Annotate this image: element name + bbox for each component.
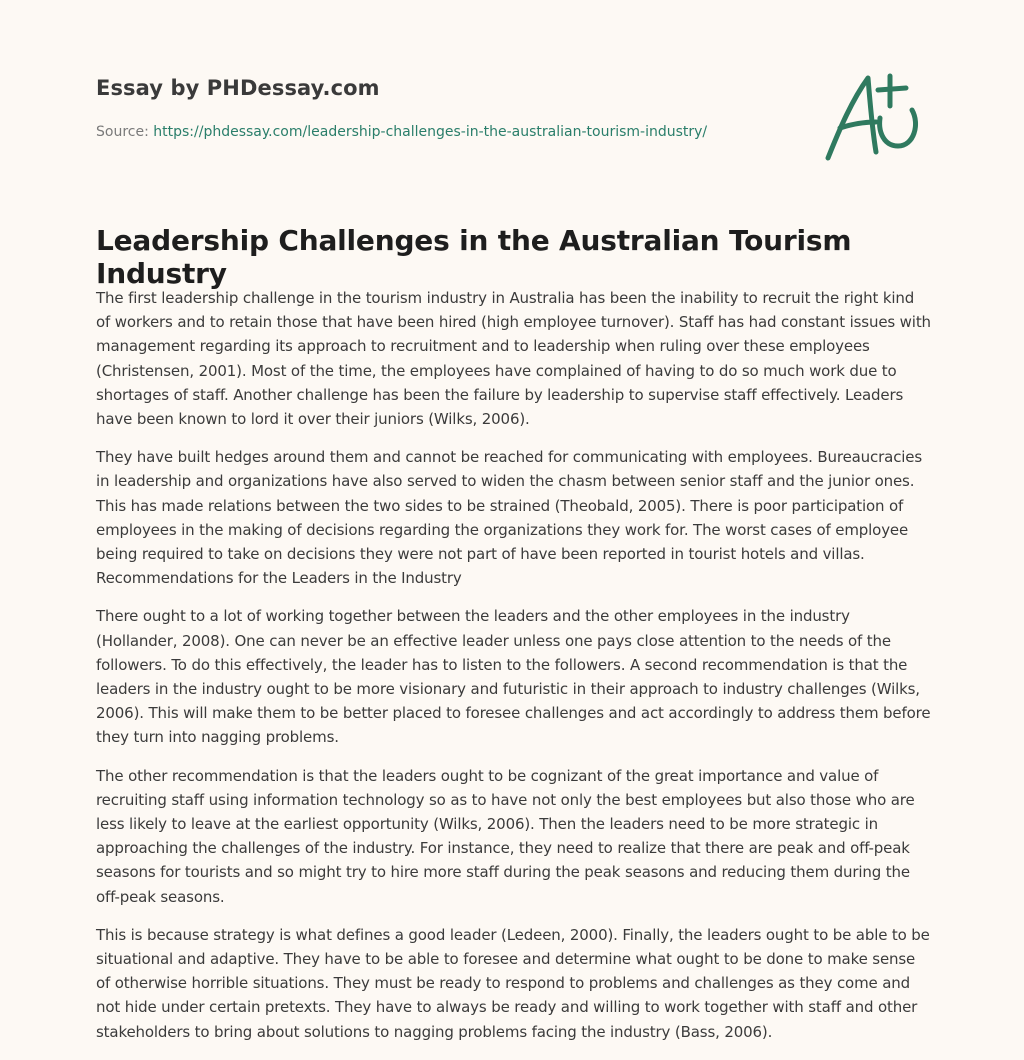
page-header bbox=[0, 0, 1024, 200]
article-body bbox=[96, 286, 932, 1058]
source-link[interactable]: https://phdessay.com/leadership-challenges-in-the-australian-tourism-industry/ bbox=[153, 124, 708, 140]
article-paragraph: There ought to a lot of working together between the leaders and the other employees in the industry (Hollander, 2008). One can never be an effective leader unless one pays close attention to the needs of the followers. To do this effectively, the leader has to listen to the followers. A second recommendation is that the leaders in the industry ought to be more visionary and futuristic in their approach to industry challenges (Wilks, 2006). This will make them to be better placed to foresee challenges and act accordingly to address them before they turn into nagging problems. bbox=[96, 607, 931, 747]
article-title: Leadership Challenges in the Australian Tourism Industry bbox=[96, 224, 852, 290]
article-paragraph: This is because strategy is what defines a good leader (Ledeen, 2000). Finally, the leaders ought to be able to be situational and adaptive. They have to be able to foresee and determine what ought to be done to make sense of otherwise horrible situations. They must be ready to respond to problems and challenges as they come and not hide under certain pretexts. They have to always be ready and willing to work together with staff and other stakeholders to bring about solutions to nagging problems facing the industry (Bass, 2006). bbox=[96, 925, 930, 1041]
article-paragraph: They have built hedges around them and cannot be reached for communicating with employees. Bureaucracies in leadership and organizations have also served to widen the chasm between senior staff and the junior ones. This has made relations between the two sides to be strained (Theobald, 2005). There is poor participation of employees in the making of decisions regarding the organizations they work for. The worst cases of employee being required to take on decisions they were not part of have been reported in tourist hotels and villas. Recommendations for the Leaders in the Industry bbox=[96, 448, 923, 588]
brand-title: Essay by PHDessay.com bbox=[96, 76, 380, 100]
article-paragraph: The other recommendation is that the leaders ought to be cognizant of the great importance and value of recruiting staff using information technology so as to have not only the best employees but also those who are less likely to leave at the earliest opportunity (Wilks, 2006). Then the leaders need to be more strategic in approaching the challenges of the industry. For instance, they need to realize that there are peak and off-peak seasons for tourists and so might try to hire more staff during the peak seasons and reducing them during the off-peak seasons. bbox=[96, 766, 915, 906]
source-label: Source: bbox=[96, 124, 149, 140]
article-paragraph: The first leadership challenge in the tourism industry in Australia has been the inability to recruit the right kind of workers and to retain those that have been hired (high employee turnover). Staff has had constant issues with management regarding its approach to recruitment and to leadership when ruling over these employees (Christensen, 2001). Most of the time, the employees have complained of having to do so much work due to shortages of staff. Another challenge has been the failure by leadership to supervise staff effectively. Leaders have been known to lord it over their juniors (Wilks, 2006). bbox=[96, 289, 931, 429]
source-line bbox=[96, 124, 707, 140]
a-plus-grade-logo-icon bbox=[818, 62, 930, 166]
